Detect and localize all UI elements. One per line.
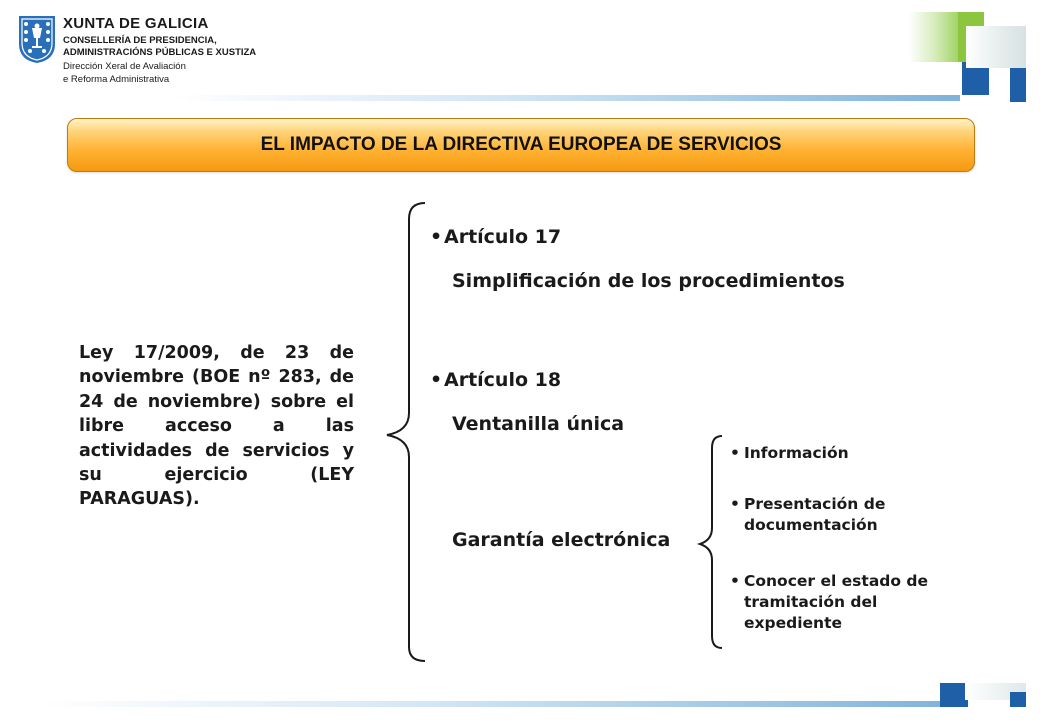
guarantee-item-3-line-2: tramitación del: [744, 593, 878, 611]
decor-square-blue-right: [1010, 68, 1026, 102]
decor-square-blue-bottom-right: [1010, 692, 1026, 707]
galicia-coat-of-arms-icon: [17, 14, 57, 64]
page-title: EL IMPACTO DE LA DIRECTIVA EUROPEA DE SERVICIOS: [260, 134, 782, 155]
main-brace: [375, 195, 445, 665]
article-17-subtitle: Simplificación de los procedimientos: [452, 270, 845, 292]
org-line-5: e Reforma Administrativa: [63, 73, 170, 85]
guarantee-item-3: [730, 571, 928, 634]
bullet-icon: •: [430, 226, 443, 248]
bullet-icon: •: [430, 369, 443, 391]
guarantee-brace: [692, 432, 732, 652]
bullet-icon: •: [730, 572, 740, 590]
guarantee-item-3-line-3: expediente: [744, 614, 842, 632]
guarantee-item-1-text: Información: [744, 444, 849, 462]
guarantee-item-3-line-1: Conocer el estado de: [744, 572, 929, 590]
decor-square-grey: [966, 26, 1026, 68]
decor-square-blue-bottom: [940, 683, 968, 707]
org-line-4: Dirección Xeral de Avaliación: [63, 61, 186, 73]
guarantee-item-2-line-2: documentación: [744, 516, 878, 534]
article-18-item: [430, 369, 561, 391]
guarantee-item-1: [730, 443, 849, 464]
org-line-2: CONSELLERÍA DE PRESIDENCIA,: [63, 34, 217, 46]
bullet-icon: •: [730, 495, 740, 513]
title-banner: [67, 118, 975, 172]
footer-divider: [40, 701, 960, 707]
guarantee-label: Garantía electrónica: [452, 529, 671, 551]
decor-square-green-light: [909, 12, 961, 62]
org-line-3: ADMINISTRACIÓNS PÚBLICAS E XUSTIZA: [63, 46, 257, 58]
org-line-1: XUNTA DE GALICIA: [63, 15, 209, 32]
article-18-subtitle: Ventanilla única: [452, 413, 625, 435]
organization-name: [63, 16, 256, 85]
header-divider: [170, 95, 960, 101]
guarantee-item-2: [730, 494, 885, 536]
article-17-label: Artículo 17: [444, 226, 562, 248]
article-18-label: Artículo 18: [444, 369, 562, 391]
article-17-item: [430, 226, 561, 248]
law-description: Ley 17/2009, de 23 de noviembre (BOE nº 283, de 24 de noviembre) sobre el libre acceso a las actividades de servicios y su ejercicio (LEY PARAGUAS).: [79, 343, 354, 510]
bullet-icon: •: [730, 444, 740, 462]
guarantee-item-2-line-1: Presentación de: [744, 495, 886, 513]
